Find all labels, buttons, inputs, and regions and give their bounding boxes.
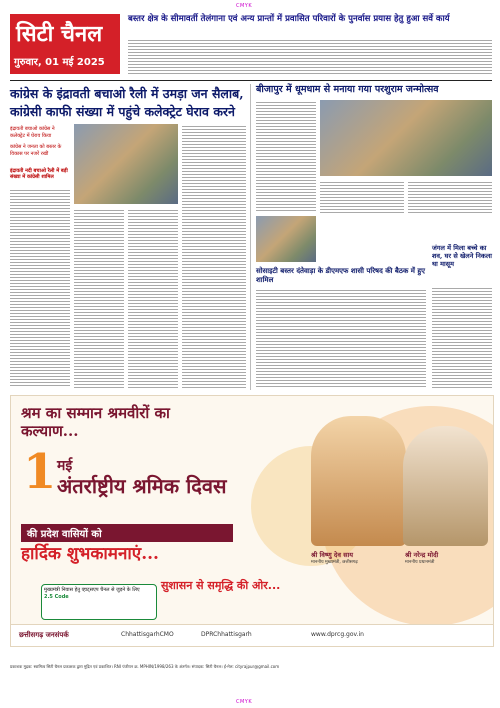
right-story-2-body (256, 288, 426, 388)
left-story-col-4 (182, 124, 246, 388)
masthead-name: सिटी चैनल (16, 21, 103, 47)
left-story-bullets (10, 126, 70, 158)
leader-1-title: माननीय मुख्यमंत्री, छत्तीसगढ़ (311, 560, 358, 565)
leader-1-name: श्री विष्णु देव साय (311, 551, 354, 559)
parshuram-procession-photo (320, 100, 492, 176)
left-story-headline-1: कांग्रेस के इंद्रावती बचाओ रैली में उमड़ा जन सैलाब, (10, 86, 244, 101)
left-story-col-3 (128, 208, 178, 388)
left-story-col-1 (10, 188, 70, 388)
ad-footer-bar (11, 624, 493, 647)
rally-photo (74, 124, 178, 204)
right-story-1-body-3 (408, 180, 492, 214)
leader-2-name: श्री नरेन्द्र मोदी (405, 551, 439, 559)
right-story-2-headline: सोसाइटी बस्तर दंतेवाड़ा के डीएमएफ शासी परिषद की बैठक में हुए शामिल (256, 266, 425, 284)
whatsapp-box (41, 584, 157, 620)
whatsapp-note: मुख्यमंत्री निवास हेतु व्हाट्सएप चैनल से जुड़ने के लिए (44, 587, 140, 593)
top-story-headline: बस्तर क्षेत्र के सीमावर्ती तेलंगाना एवं अन्य प्रान्तों में प्रवासित परिवारों के पुनर्वास प्रयास हेतु हुआ सर्वे कार्य (128, 14, 450, 24)
top-story-body (128, 38, 492, 74)
whatsapp-code: 2.5 Code (44, 594, 69, 600)
dmf-meeting-photo (256, 216, 316, 262)
ad-greeting-1: की प्रदेश वासियों को (21, 524, 233, 542)
ad-day-number: 1 (23, 444, 57, 500)
registration-mark-bottom: CMYK (236, 699, 253, 705)
right-story-1-headline: बीजापुर में धूमधाम से मनाया गया परशुराम जन्मोत्सव (256, 84, 439, 95)
leader-2-title: माननीय प्रधानमंत्री (405, 560, 435, 565)
ad-title: अंतर्राष्ट्रीय श्रमिक दिवस (57, 474, 227, 498)
chief-minister-portrait (311, 416, 406, 546)
ad-social-2: DPRChhattisgarh (201, 631, 252, 638)
masthead (10, 14, 120, 74)
prime-minister-portrait (403, 426, 488, 546)
left-story-bullet-2: कांग्रेस ने जनता को बस्तर के विकास पर नजरें रखीं (10, 144, 62, 157)
ad-greeting-2: हार्दिक शुभकामनाएं... (21, 544, 159, 564)
ad-tagline: श्रम का सम्मान श्रमवीरों का कल्याण... (21, 404, 170, 440)
publisher-footer: प्रकाशक मुद्रक: स्वामित्व सिटी चैनल प्रकाशक द्वारा मुद्रित एवं प्रकाशित। RNI पंजीयन क्र. MPHIN/1998/263 के अंतर्गत। संपादक: सिटी चैनल। ई-मेल: cityrajpur@gmail.com (10, 664, 280, 669)
ad-slogan: सुशासन से समृद्धि की ओर... (161, 579, 281, 592)
ad-day-month: मई (57, 458, 73, 474)
left-story-col-2 (74, 208, 124, 388)
divider-top (10, 80, 492, 81)
right-story-1-body (256, 100, 316, 212)
left-story-subhead: इंद्रावती नदी बचाओ रैली में बड़ी संख्या में कांग्रेसी शामिल (10, 168, 68, 180)
ad-social-1: ChhattisgarhCMO (121, 631, 174, 638)
masthead-date: गुरुवार, 01 मई 2025 (14, 57, 105, 68)
left-story-bullet-1: इंद्रावती बचाओ कांग्रेस ने कलेक्ट्रेट में घेराव किया (10, 126, 55, 139)
registration-mark-top: CMYK (236, 3, 253, 9)
left-story-headline-2: कांग्रेसी काफी संख्या में पहुंचे कलेक्ट्रेट घेराव करने (10, 104, 235, 119)
column-divider (250, 84, 251, 390)
ad-website: www.dprcg.gov.in (311, 631, 364, 638)
right-story-3-body (432, 286, 492, 388)
right-story-3-headline: जंगल में मिला बच्चे का शव, घर से खेलने निकला था मासूम (432, 244, 492, 268)
labour-day-advertisement (10, 395, 494, 647)
right-story-1-body-2 (320, 180, 404, 214)
ad-dept: छत्तीसगढ़ जनसंपर्क (19, 631, 69, 639)
